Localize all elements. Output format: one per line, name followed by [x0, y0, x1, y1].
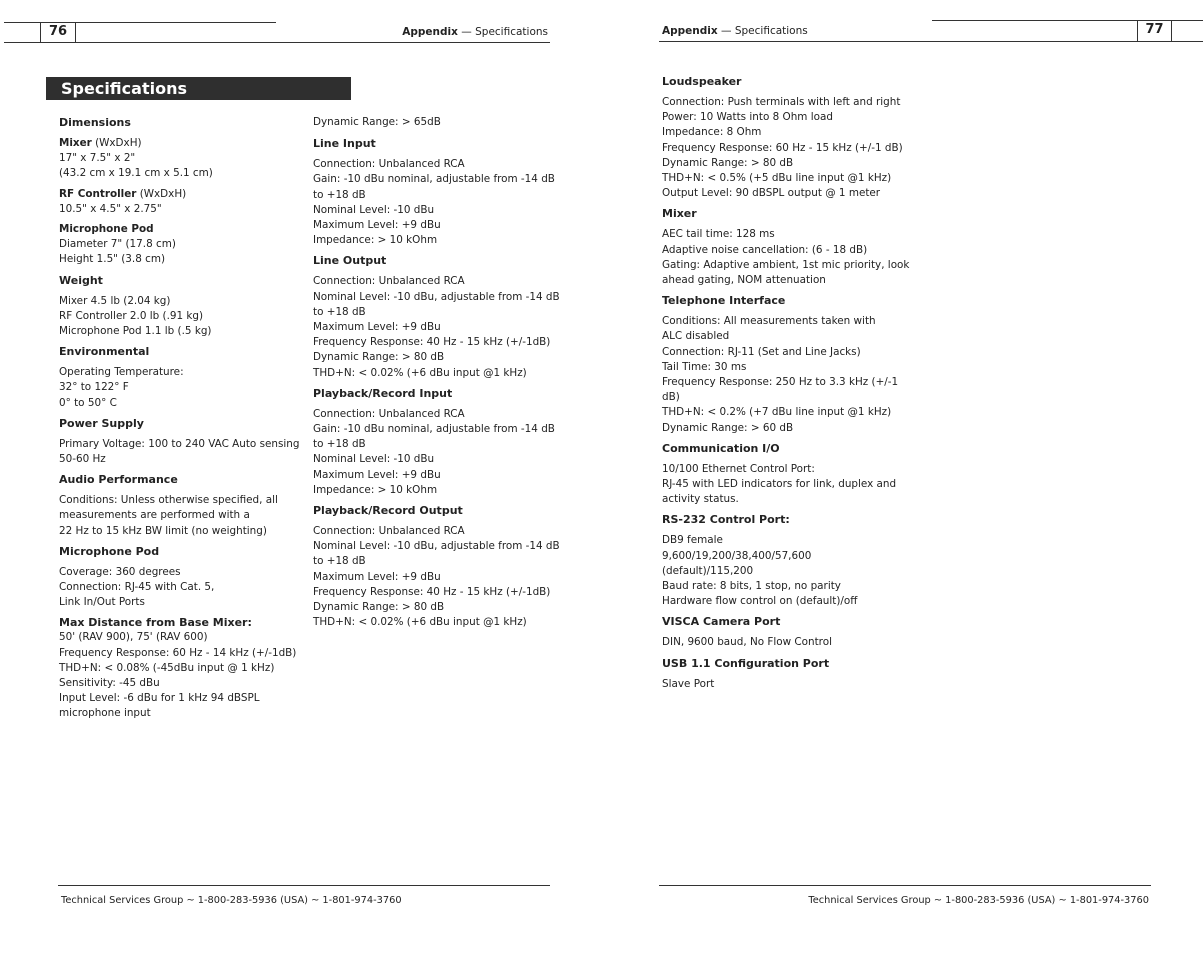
spec-line: 50-60 Hz	[59, 453, 106, 466]
spec-line: Dynamic Range: > 80 dB	[662, 156, 794, 169]
spec-line: THD+N: < 0.2% (+7 dBu line input @1 kHz)	[662, 406, 892, 419]
spec-line: Dynamic Range: > 80 dB	[313, 351, 445, 364]
dimensions-mixer-label: Mixer	[59, 137, 92, 149]
heading-power-supply: Power Supply	[59, 416, 144, 430]
environmental-block	[59, 365, 304, 411]
heading-max-distance: Max Distance from Base Mixer:	[59, 616, 252, 630]
heading-mixer: Mixer	[662, 207, 697, 221]
spec-line: Connection: Push terminals with left and right	[662, 96, 901, 108]
right-header-dash: —	[721, 25, 732, 37]
spec-line: ahead gating, NOM attenuation	[662, 274, 826, 287]
spec-column-2	[313, 115, 560, 635]
right-footer-rule	[659, 885, 1151, 886]
right-header-section: Appendix	[662, 25, 718, 37]
audio-block	[59, 493, 304, 539]
spec-line: Impedance: > 10 kOhm	[313, 483, 438, 496]
spec-line: Connection: Unbalanced RCA	[313, 158, 465, 171]
spec-line: Maximum Level: +9 dBu	[313, 468, 441, 481]
heading-telephone-interface: Telephone Interface	[662, 294, 786, 308]
spec-line: 10/100 Ethernet Control Port:	[662, 462, 815, 475]
spec-line: Nominal Level: -10 dBu, adjustable from -14 dB	[313, 290, 560, 303]
heading-microphone-pod: Microphone Pod	[59, 544, 160, 558]
communication-block	[662, 462, 907, 508]
spec-line: Gain: -10 dBu nominal, adjustable from -14 dB	[313, 173, 555, 186]
spec-line: THD+N: < 0.08% (-45dBu input @ 1 kHz)	[59, 661, 275, 674]
heading-loudspeaker: Loudspeaker	[662, 75, 742, 88]
spec-line: RJ-45 with LED indicators for link, duplex and	[662, 478, 897, 491]
heading-dimensions: Dimensions	[59, 116, 131, 129]
weight-block	[59, 294, 304, 340]
spec-line: Dynamic Range: > 80 dB	[313, 601, 445, 614]
spec-line: Height 1.5" (3.8 cm)	[59, 253, 166, 266]
heading-rs232: RS-232 Control Port:	[662, 513, 790, 527]
heading-environmental: Environmental	[59, 345, 150, 359]
spec-line: Primary Voltage: 100 to 240 VAC Auto sensing	[59, 437, 300, 450]
spec-line: Gating: Adaptive ambient, 1st mic priority, look	[662, 258, 910, 271]
spec-line: Frequency Response: 60 Hz - 15 kHz (+/-1 dB)	[662, 141, 903, 154]
left-header-section: Appendix	[402, 26, 458, 38]
dimensions-rf	[59, 187, 304, 217]
mixer-block	[662, 227, 910, 288]
heading-playback-input: Playback/Record Input	[313, 386, 453, 400]
spec-line: to +18 dB	[313, 438, 366, 451]
spec-line: measurements are performed with a	[59, 509, 250, 522]
heading-visca: VISCA Camera Port	[662, 615, 781, 629]
spec-line: (default)/115,200	[662, 564, 754, 577]
spec-line: Diameter 7" (17.8 cm)	[59, 238, 176, 251]
heading-line-output: Line Output	[313, 254, 387, 268]
spec-line: Input Level: -6 dBu for 1 kHz 94 dBSPL	[59, 692, 260, 705]
heading-weight: Weight	[59, 273, 103, 287]
dimensions-pod-label: Microphone Pod	[59, 223, 154, 236]
spec-line: Conditions: Unless otherwise specified, all	[59, 494, 278, 507]
heading-communication-io: Communication I/O	[662, 441, 780, 455]
spec-line: Link In/Out Ports	[59, 596, 145, 609]
right-page-number: 77	[1137, 20, 1172, 41]
spec-line: 32° to 122° F	[59, 381, 129, 394]
spec-line: Baud rate: 8 bits, 1 stop, no parity	[662, 580, 841, 593]
spec-line: Impedance: > 10 kOhm	[313, 234, 438, 247]
dimensions-rf-label: RF Controller	[59, 187, 137, 200]
spec-line: Nominal Level: -10 dBu	[313, 203, 435, 216]
visca-block	[662, 635, 907, 650]
spec-line: Frequency Response: 250 Hz to 3.3 kHz (+/-1	[662, 376, 899, 389]
spec-line: to +18 dB	[313, 188, 366, 201]
spec-line: ALC disabled	[662, 330, 730, 343]
spec-line: 22 Hz to 15 kHz BW limit (no weighting)	[59, 524, 267, 537]
dynamic-range-block	[313, 115, 553, 130]
spec-line: Microphone Pod 1.1 lb (.5 kg)	[59, 325, 212, 338]
usb-block	[662, 677, 907, 692]
spec-line: 50' (RAV 900), 75' (RAV 600)	[59, 631, 208, 644]
line-input-block	[313, 157, 553, 248]
spec-column-1	[59, 115, 304, 727]
spec-line: Sensitivity: -45 dBu	[59, 677, 160, 690]
spec-line: DIN, 9600 baud, No Flow Control	[662, 636, 832, 649]
spec-line: microphone input	[59, 707, 151, 720]
spec-line: Nominal Level: -10 dBu, adjustable from -14 dB	[313, 540, 560, 553]
spec-line: Tail Time: 30 ms	[662, 360, 747, 373]
spec-line: Frequency Response: 40 Hz - 15 kHz (+/-1dB)	[313, 585, 551, 598]
left-header-rule-bottom	[4, 42, 550, 43]
rs232-block	[662, 533, 907, 609]
spec-line: THD+N: < 0.02% (+6 dBu input @1 kHz)	[313, 616, 527, 629]
spec-line: Nominal Level: -10 dBu	[313, 453, 435, 466]
spec-line: Maximum Level: +9 dBu	[313, 321, 441, 334]
spec-line: Operating Temperature:	[59, 366, 184, 379]
spec-line: THD+N: < 0.5% (+5 dBu line input @1 kHz)	[662, 172, 892, 185]
spec-line: dB)	[662, 391, 680, 404]
heading-usb: USB 1.1 Configuration Port	[662, 656, 830, 670]
dimensions-pod	[59, 222, 304, 268]
spec-line: Coverage: 360 degrees	[59, 565, 181, 578]
spec-line: 10.5" x 4.5" x 2.75"	[59, 202, 162, 215]
spec-line: activity status.	[662, 493, 739, 506]
dimensions-rf-suffix: (WxDxH)	[136, 187, 187, 200]
spec-line: Impedance: 8 Ohm	[662, 126, 762, 139]
spec-line: Frequency Response: 60 Hz - 14 kHz (+/-1dB)	[59, 646, 297, 659]
spec-line: Connection: Unbalanced RCA	[313, 525, 465, 538]
spec-line: Power: 10 Watts into 8 Ohm load	[662, 111, 833, 124]
spec-line: RF Controller 2.0 lb (.91 kg)	[59, 309, 204, 322]
left-running-header	[402, 26, 548, 38]
maxdist-block	[59, 630, 304, 721]
spec-line: Connection: Unbalanced RCA	[313, 407, 465, 420]
spec-line: 17" x 7.5" x 2"	[59, 152, 136, 165]
spec-line: to +18 dB	[313, 555, 366, 568]
spec-line: Adaptive noise cancellation: (6 - 18 dB)	[662, 243, 868, 256]
left-page-number: 76	[40, 22, 76, 42]
power-block	[59, 437, 304, 467]
spec-line: Dynamic Range: > 65dB	[313, 116, 441, 128]
section-title-bar: Specifications	[46, 77, 351, 100]
spec-line: 0° to 50° C	[59, 396, 117, 409]
spec-column-3	[662, 74, 910, 697]
dimensions-mixer-suffix: (WxDxH)	[91, 137, 142, 149]
left-footer-rule	[58, 885, 550, 886]
heading-line-input: Line Input	[313, 137, 376, 151]
playback-output-block	[313, 524, 560, 630]
spec-line: Maximum Level: +9 dBu	[313, 570, 441, 583]
dimensions-mixer	[59, 136, 304, 182]
loudspeaker-block	[662, 95, 907, 201]
spec-line: 9,600/19,200/38,400/57,600	[662, 549, 812, 562]
right-header-title: Specifications	[734, 25, 808, 37]
telephone-block	[662, 314, 907, 436]
spec-line: Connection: RJ-11 (Set and Line Jacks)	[662, 345, 861, 358]
spec-line: Frequency Response: 40 Hz - 15 kHz (+/-1dB)	[313, 336, 551, 349]
spec-line: Connection: Unbalanced RCA	[313, 275, 465, 288]
heading-playback-output: Playback/Record Output	[313, 504, 463, 518]
right-header-rule-bottom	[659, 41, 1203, 42]
spec-line: AEC tail time: 128 ms	[662, 228, 775, 241]
spec-line: Output Level: 90 dBSPL output @ 1 meter	[662, 187, 881, 200]
heading-audio-performance: Audio Performance	[59, 473, 178, 487]
spec-line: Dynamic Range: > 60 dB	[662, 421, 794, 434]
spec-line: Mixer 4.5 lb (2.04 kg)	[59, 294, 171, 307]
spec-line: THD+N: < 0.02% (+6 dBu input @1 kHz)	[313, 366, 527, 379]
spec-line: (43.2 cm x 19.1 cm x 5.1 cm)	[59, 167, 213, 180]
line-output-block	[313, 274, 560, 380]
playback-input-block	[313, 407, 553, 498]
spec-line: Connection: RJ-45 with Cat. 5,	[59, 581, 215, 594]
left-header-title: Specifications	[475, 26, 548, 38]
left-footer-text: Technical Services Group ~ 1-800-283-5936 (USA) ~ 1-801-974-3760	[61, 895, 402, 906]
spec-line: Gain: -10 dBu nominal, adjustable from -14 dB	[313, 423, 555, 436]
right-running-header	[662, 25, 808, 37]
spec-line: Hardware flow control on (default)/off	[662, 595, 858, 608]
spec-line: Maximum Level: +9 dBu	[313, 219, 441, 232]
spec-line: Conditions: All measurements taken with	[662, 315, 876, 328]
spec-line: DB9 female	[662, 534, 723, 547]
spec-line: Slave Port	[662, 677, 715, 690]
right-footer-text: Technical Services Group ~ 1-800-283-5936 (USA) ~ 1-801-974-3760	[808, 895, 1149, 906]
left-header-dash: —	[461, 26, 472, 38]
spec-line: to +18 dB	[313, 305, 366, 318]
micpod-block	[59, 565, 304, 611]
